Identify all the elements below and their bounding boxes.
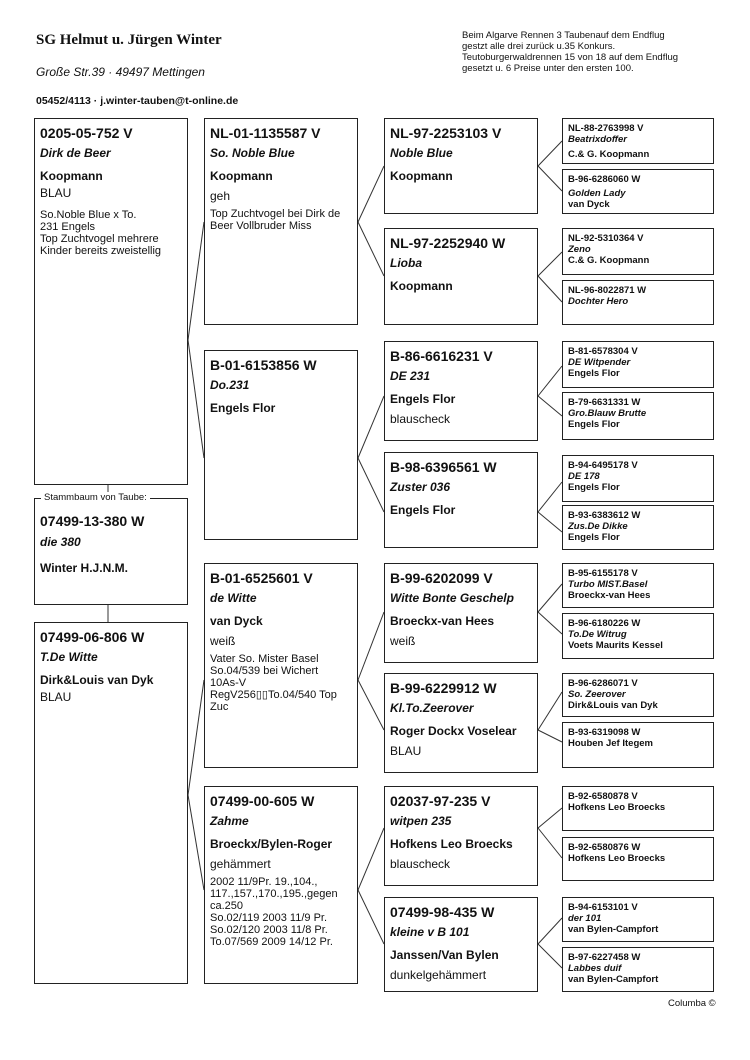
ring-number: NL-97-2253103 V — [390, 125, 502, 141]
ring-number: B-96-6180226 W — [568, 618, 641, 629]
ring-number: B-01-6153856 W — [210, 357, 317, 373]
pigeon-name: Dirk de Beer — [40, 146, 111, 160]
ring-number: B-95-6155178 V — [568, 568, 638, 579]
pigeon-name: de Witte — [210, 591, 257, 605]
breeder-owner: Voets Maurits Kessel — [568, 640, 663, 651]
pedigree-box-sire[interactable] — [34, 118, 188, 485]
pedigree-box-gen4[interactable] — [562, 673, 714, 717]
pedigree-box-gen3-sss[interactable] — [384, 118, 538, 214]
pedigree-box-gen4[interactable] — [562, 722, 714, 768]
breeder-owner: C.& G. Koopmann — [568, 149, 650, 160]
ring-number: NL-88-2763998 V — [568, 123, 644, 134]
pedigree-notes: Vater So. Mister Basel So.04/539 bei Wichert 10As-V RegV256▯▯To.04/540 Top Zuc — [210, 653, 337, 713]
pedigree-box-gen3-dsd[interactable] — [384, 673, 538, 773]
ring-number: 02037-97-235 V — [390, 793, 491, 809]
breeder-owner: Koopmann — [390, 279, 453, 293]
breeder-owner: Engels Flor — [568, 532, 620, 543]
ring-number: B-97-6227458 W — [568, 952, 641, 963]
pigeon-name: Zus.De Dikke — [568, 521, 628, 532]
pigeon-name: So. Zeerover — [568, 689, 626, 700]
pedigree-box-gen3-ddd[interactable] — [384, 897, 538, 992]
breeder-owner: Engels Flor — [568, 419, 620, 430]
pigeon-color: BLAU — [390, 744, 422, 758]
ring-number: B-81-6578304 V — [568, 346, 638, 357]
pigeon-name: der 101 — [568, 913, 602, 924]
pigeon-name: DE 178 — [568, 471, 600, 482]
ring-number: B-92-6580876 W — [568, 842, 641, 853]
ring-number: B-93-6319098 W — [568, 727, 641, 738]
ring-number: B-98-6396561 W — [390, 459, 497, 475]
pigeon-name: Labbes duif — [568, 963, 622, 974]
breeder-owner: Broeckx-van Hees — [568, 590, 651, 601]
pedigree-box-gen4[interactable] — [562, 392, 714, 440]
ring-number: B-92-6580878 V — [568, 791, 638, 802]
breeder-owner: Engels Flor — [210, 401, 276, 415]
breeder-owner: Broeckx/Bylen-Roger — [210, 837, 333, 851]
pedigree-box-gen4[interactable] — [562, 613, 714, 659]
pigeon-name: DE Witpender — [568, 357, 631, 368]
pedigree-box-gen3-dds[interactable] — [384, 786, 538, 886]
pedigree-box-gen4[interactable] — [562, 341, 714, 388]
pedigree-box-gen3-sdd[interactable] — [384, 452, 538, 548]
pedigree-box-gen4[interactable] — [562, 563, 714, 608]
breeder-name: SG Helmut u. Jürgen Winter — [36, 32, 222, 48]
pedigree-box-gen2-ss[interactable] — [204, 118, 358, 325]
pigeon-name: DE 231 — [390, 369, 431, 383]
pedigree-box-gen3-sds[interactable] — [384, 341, 538, 441]
breeder-owner: Houben Jef Itegem — [568, 738, 653, 749]
pigeon-color: blauscheck — [390, 412, 451, 426]
breeder-owner: Hofkens Leo Broecks — [568, 802, 666, 813]
breeder-owner: Engels Flor — [568, 368, 620, 379]
ring-number: B-96-6286060 W — [568, 174, 641, 185]
breeder-owner: Engels Flor — [568, 482, 620, 493]
pigeon-color: geh — [210, 189, 231, 203]
pedigree-box-dam[interactable] — [34, 622, 188, 984]
ring-number: B-01-6525601 V — [210, 570, 313, 586]
pedigree-box-gen4[interactable] — [562, 169, 714, 214]
pigeon-color: weiß — [390, 634, 416, 648]
pedigree-box-gen2-ds[interactable] — [204, 563, 358, 768]
pedigree-box-gen4[interactable] — [562, 228, 714, 275]
ring-number: 07499-98-435 W — [390, 904, 495, 920]
ring-number: B-94-6153101 V — [568, 902, 638, 913]
pigeon-name: Dochter Hero — [568, 296, 629, 307]
breeder-owner: van Dyck — [568, 199, 610, 210]
breeder-owner: Janssen/Van Bylen — [390, 948, 499, 962]
ring-number: B-86-6616231 V — [390, 348, 493, 364]
pigeon-name: So. Noble Blue — [210, 146, 295, 160]
pedigree-box-gen4[interactable] — [562, 947, 714, 992]
ring-number: 07499-13-380 W — [40, 513, 145, 529]
pedigree-box-gen2-dd[interactable] — [204, 786, 358, 984]
pigeon-name: kleine v B 101 — [390, 925, 470, 939]
breeder-owner: Engels Flor — [390, 392, 456, 406]
subject-box[interactable] — [34, 492, 188, 605]
breeder-owner: C.& G. Koopmann — [568, 255, 650, 266]
pigeon-color: dunkelgehämmert — [390, 968, 487, 982]
pigeon-name: Noble Blue — [390, 146, 453, 160]
pedigree-box-gen4[interactable] — [562, 897, 714, 942]
pigeon-name: Lioba — [390, 256, 422, 270]
results-line: gesetzt u. 6 Preise unter den ersten 100. — [462, 63, 634, 74]
ring-number: NL-92-5310364 V — [568, 233, 644, 244]
pedigree-box-gen4[interactable] — [562, 455, 714, 502]
breeder-owner: Koopmann — [390, 169, 453, 183]
pigeon-name: Zahme — [210, 814, 249, 828]
ring-number: 07499-00-605 W — [210, 793, 315, 809]
subject-legend: Stammbaum von Taube: — [41, 492, 150, 503]
breeder-owner: van Bylen-Campfort — [568, 924, 659, 935]
pedigree-notes: Top Zuchtvogel bei Dirk de Beer Vollbruder Miss — [210, 208, 341, 232]
pedigree-box-gen2-sd[interactable] — [204, 350, 358, 540]
ring-number: B-99-6229912 W — [390, 680, 497, 696]
ring-number: 0205-05-752 V — [40, 125, 133, 141]
ring-number: NL-01-1135587 V — [210, 125, 321, 141]
pigeon-color: gehämmert — [210, 857, 271, 871]
pedigree-box-gen4[interactable] — [562, 505, 714, 550]
ring-number: B-99-6202099 V — [390, 570, 493, 586]
results-text — [462, 30, 732, 74]
pedigree-box-gen4[interactable] — [562, 280, 714, 325]
ring-number: NL-96-8022871 W — [568, 285, 647, 296]
pedigree-box-gen4[interactable] — [562, 786, 714, 831]
breeder-owner: Hofkens Leo Broecks — [390, 837, 513, 851]
pigeon-name: Turbo MIST.Basel — [568, 579, 648, 590]
pigeon-color: BLAU — [40, 186, 72, 200]
breeder-owner: Roger Dockx Voselear — [390, 724, 517, 738]
pigeon-name: T.De Witte — [40, 650, 98, 664]
pigeon-color: weiß — [210, 634, 236, 648]
pedigree-box-gen3-ssd[interactable] — [384, 228, 538, 325]
pigeon-color: blauscheck — [390, 857, 451, 871]
breeder-contact: 05452/4113 · j.winter-tauben@t-online.de — [36, 95, 239, 107]
breeder-owner: Koopmann — [40, 169, 103, 183]
pigeon-name: Gro.Blauw Brutte — [568, 408, 647, 419]
pedigree-notes: So.Noble Blue x To. 231 Engels Top Zuchtvogel mehrere Kinder bereits zweistellig — [40, 209, 162, 257]
ring-number: B-93-6383612 W — [568, 510, 641, 521]
pigeon-name: Do.231 — [210, 378, 250, 392]
breeder-owner: van Dyck — [210, 614, 263, 628]
breeder-owner: van Bylen-Campfort — [568, 974, 659, 985]
pigeon-color: BLAU — [40, 690, 72, 704]
pedigree-box-gen4[interactable] — [562, 118, 714, 164]
breeder-owner: Dirk&Louis van Dyk — [40, 673, 154, 687]
ring-number: NL-97-2252940 W — [390, 235, 506, 251]
breeder-owner: Engels Flor — [390, 503, 456, 517]
pedigree-box-gen3-dss[interactable] — [384, 563, 538, 663]
pigeon-name: Kl.To.Zeerover — [390, 701, 474, 715]
breeder-owner: Winter H.J.N.M. — [40, 561, 128, 575]
ring-number: B-94-6495178 V — [568, 460, 638, 471]
breeder-owner: Broeckx-van Hees — [390, 614, 495, 628]
footer-brand: Columba © — [668, 998, 716, 1009]
ring-number: B-79-6631331 W — [568, 397, 641, 408]
pigeon-name: die 380 — [40, 535, 81, 549]
breeder-address: Große Str.39 · 49497 Mettingen — [36, 65, 205, 79]
results-line: gestzt alle drei zurück u.35 Konkurs. — [462, 41, 616, 52]
pedigree-notes: 2002 11/9Pr. 19.,104., 117.,157.,170.,195.,gegen ca.250 So.02/119 2003 11/9 Pr. So.02/120 2003 11/8 Pr. To.07/569 2009 14/12 Pr. — [210, 876, 338, 948]
pigeon-name: Zuster 036 — [390, 480, 451, 494]
ring-number: 07499-06-806 W — [40, 629, 145, 645]
pigeon-name: Golden Lady — [568, 188, 626, 199]
results-line: Teutoburgerwaldrennen 15 von 18 auf dem Endflug — [462, 52, 679, 63]
breeder-owner: Dirk&Louis van Dyk — [568, 700, 658, 711]
pigeon-name: Zeno — [568, 244, 591, 255]
ring-number: B-96-6286071 V — [568, 678, 638, 689]
pedigree-box-gen4[interactable] — [562, 837, 714, 881]
results-line: Beim Algarve Rennen 3 Taubenauf dem Endflug — [462, 30, 665, 41]
pigeon-name: To.De Witrug — [568, 629, 627, 640]
breeder-owner: Koopmann — [210, 169, 273, 183]
pigeon-name: Beatrixdoffer — [568, 134, 627, 145]
breeder-owner: Hofkens Leo Broecks — [568, 853, 666, 864]
pigeon-name: witpen 235 — [390, 814, 452, 828]
pigeon-name: Witte Bonte Geschelp — [390, 591, 514, 605]
